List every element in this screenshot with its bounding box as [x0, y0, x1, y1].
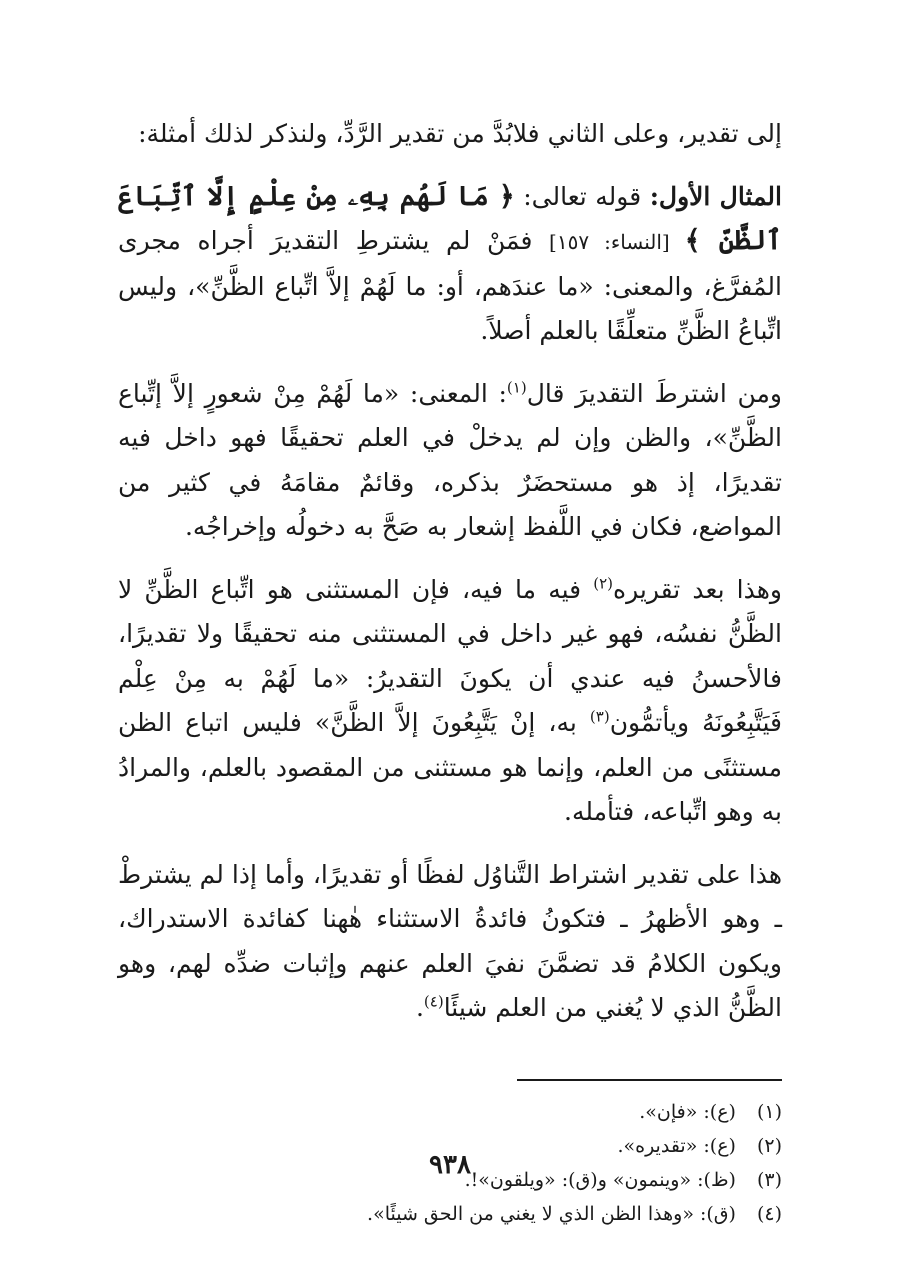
- paragraph-1: [118, 175, 782, 354]
- footnote-ref-2: (٢): [593, 574, 614, 593]
- paragraph-2-before: ومن اشترطَ التقديرَ قال: [526, 378, 782, 408]
- footnote-ref-1: (١): [506, 378, 527, 397]
- paragraph-4-before: هذا على تقدير اشتراط التَّناوُل لفظًا أو تقديرًا، وأما إذا لم يشترطْ ـ وهو الأظهرُ ـ فتكونُ فائدةُ الاستثناء هٰهنا كفائدة الاستدراك، ويكون الكلامُ قد تضمَّنَ نفيَ العلم عنهم وإثبات ضدِّه لهم، وهو الظَّنُّ الذي لا يُغني من العلم شيئًا: [118, 859, 782, 1022]
- footnote-number: (١): [756, 1100, 782, 1123]
- paragraph-1-text: فمَنْ لم يشترطِ التقديرَ أجراه مجرى المُفرَّغ، والمعنى: «ما عندَهم، أو: ما لَهُمْ إلاَّ اتِّباع الظَّنِّ»، وليس اتِّباعُ الظَّنِّ متعلِّقًا بالعلم أصلاً.: [118, 226, 782, 345]
- paragraph-3: [118, 568, 782, 835]
- paragraph-4-after: .: [415, 993, 424, 1022]
- paragraph-3-after: به، إنْ يَتَّبِعُونَ إلاَّ الظَّنَّ» فليس اتباع الظن مستثنًى من العلم، وإنما هو مستثنى من المقصود بالعلم، والمرادُ به وهو اتِّباعه، فتأمله.: [118, 708, 782, 826]
- footnote-number: (٣): [756, 1168, 782, 1191]
- footnote-item: [118, 1197, 782, 1231]
- page-body: [118, 112, 782, 1231]
- example-label: المثال الأول:: [649, 181, 782, 211]
- page-number: ٩٣٨: [429, 1150, 471, 1180]
- paragraph-3-before: وهذا بعد تقريره: [613, 574, 782, 604]
- footnote-number: (٢): [756, 1134, 782, 1157]
- footnote-item: [118, 1095, 782, 1129]
- footnote-number: (٤): [756, 1202, 782, 1225]
- paragraph-0-text: إلى تقدير، وعلى الثاني فلابُدَّ من تقدير الرَّدِّ، ولنذكر لذلك أمثلة:: [138, 119, 782, 148]
- footnote-text: (ظ): «وينمون» و(ق): «ويلقون»!.: [464, 1168, 736, 1191]
- verse-citation: [النساء: ١٥٧]: [549, 230, 685, 254]
- footnote-text: (ع): «تقديره».: [617, 1134, 736, 1157]
- footnote-ref-3: (٣): [589, 707, 610, 726]
- footnote-text: (ع): «فإن».: [639, 1100, 736, 1123]
- paragraph-3-mid: فيه ما فيه، فإن المستثنى هو اتِّباع الظَّنِّ لا الظَّنُّ نفسُه، فهو غير داخل في المستثنى منه تحقيقًا ولا تقديرًا، فالأحسنُ فيه عندي أن يكونَ التقديرُ: «ما لَهُمْ به مِنْ عِلْم فَيَتَّبِعُونَهُ ويأتمُّون: [118, 574, 782, 737]
- footnote-ref-4: (٤): [423, 992, 444, 1011]
- footnote-text: (ق): «وهذا الظن الذي لا يغني من الحق شيئًا».: [367, 1202, 736, 1225]
- paragraph-0: [118, 112, 782, 157]
- quran-intro: قوله تعالى:: [514, 181, 650, 211]
- footnote-separator: [517, 1079, 782, 1081]
- paragraph-2: [118, 372, 782, 550]
- quran-verse: ﴿ مَا لَهُم بِهِۦ مِنْ عِلْمٍ إِلَّا ٱتِّبَاعَ ٱلظَّنِّ ﴾: [118, 180, 782, 256]
- paragraph-4: [118, 853, 782, 1031]
- paragraph-2-after: : المعنى: «ما لَهُمْ مِنْ شعورٍ إلاَّ إتِّباع الظَّنِّ»، والظن وإن لم يدخلْ في العلم تحقيقًا فهو داخل فيه تقديرًا، إذ هو مستحضَرٌ بذكره، وقائمٌ مقامَهُ في كثير من المواضع، فكان في اللَّفظ إشعار به صَحَّ به دخولُه وإخراجُه.: [118, 378, 782, 541]
